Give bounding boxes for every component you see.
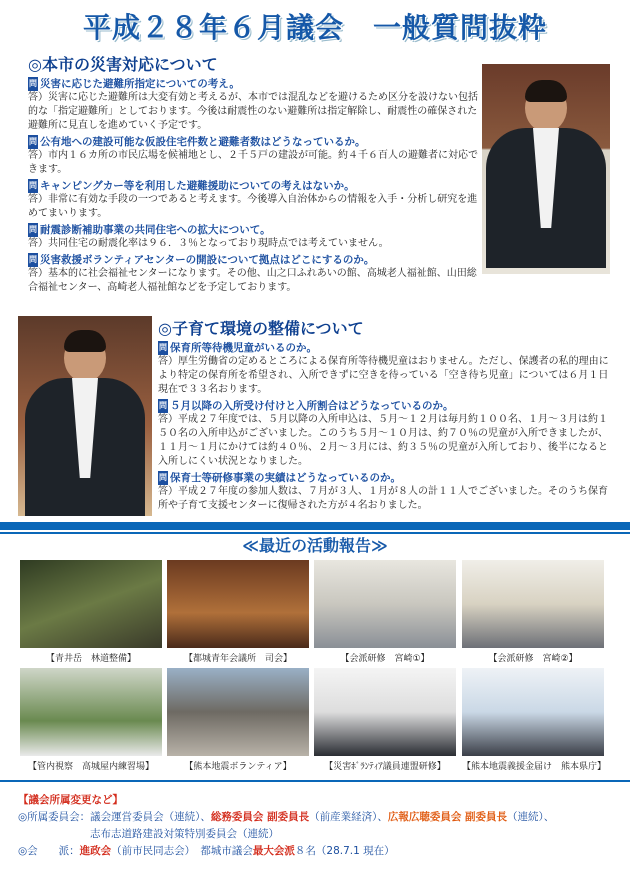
question bbox=[28, 223, 480, 237]
question bbox=[28, 253, 480, 267]
question-mark-icon: 問 bbox=[158, 471, 168, 485]
notes-heading: 【議会所属変更など】 bbox=[18, 794, 123, 806]
section-heading: ◎本市の災害対応について bbox=[28, 55, 218, 74]
activity-caption: 【熊本地震義援金届け 熊本県庁】 bbox=[462, 762, 607, 772]
question bbox=[28, 77, 480, 91]
question bbox=[158, 341, 614, 355]
activity-caption: 【都城青年会議所 司会】 bbox=[183, 654, 292, 664]
question bbox=[158, 399, 614, 413]
question-mark-icon: 問 bbox=[28, 253, 38, 267]
answer-text: 答）市内１６カ所の市民広場を候補地とし、２千５戸の建設が可能。約４千６百人の避難者に対応できます。 bbox=[28, 150, 478, 175]
committee-line-2: 志布志道路建設対策特別委員会（連続） bbox=[90, 828, 279, 840]
activity-caption: 【災害ﾎﾞﾗﾝﾃｨｱ議員連盟研修】 bbox=[324, 762, 446, 772]
question-text: 耐震診断補助事業の共同住宅への拡大について。 bbox=[40, 224, 271, 236]
divider-band bbox=[0, 522, 630, 530]
activity-photo bbox=[167, 560, 309, 648]
question-text: 公有地への建設可能な仮設住宅件数と避難者数はどうなっているか。 bbox=[40, 136, 366, 148]
activity-caption: 【会派研修 宮崎②】 bbox=[488, 654, 578, 664]
question bbox=[28, 179, 480, 193]
question-text: 災害救援ボランティアセンターの開設について拠点はどこにするのか。 bbox=[40, 254, 375, 266]
faction-line: ◎会 派：進政会（前市民同志会） 都城市議会最大会派８名（28.7.1 現在） bbox=[18, 845, 395, 857]
answer-text: 答）非常に有効な手段の一つであると考えます。今後導入自治体からの情報を入手・分析し研究を進めてまいります。 bbox=[28, 194, 478, 219]
answer-text: 答）平成２７年度の参加人数は、７月が３人、１月が８人の計１１人でございました。そのうち保育所や子育て支援センターに復帰された方が４名おりました。 bbox=[158, 486, 608, 511]
page-title: 平成２８年６月議会 一般質問抜粋 bbox=[82, 11, 547, 44]
councillor-photo-2 bbox=[18, 316, 152, 516]
councillor-photo-1 bbox=[482, 64, 610, 274]
question bbox=[158, 471, 614, 485]
question-mark-icon: 問 bbox=[28, 77, 38, 91]
activity-photo bbox=[462, 668, 604, 756]
question-mark-icon: 問 bbox=[28, 179, 38, 193]
activity-caption: 【青井岳 林道整備】 bbox=[45, 654, 136, 664]
activity-photo bbox=[314, 668, 456, 756]
answer-text: 答）基本的に社会福祉センターになります。その他、山之口ふれあいの館、高城老人福祉館、山田総合福祉センター、高崎老人福祉館などを予定しております。 bbox=[28, 268, 477, 293]
activity-photo bbox=[314, 560, 456, 648]
question-mark-icon: 問 bbox=[158, 341, 168, 355]
question-mark-icon: 問 bbox=[158, 399, 168, 413]
question-text: キャンピングカー等を利用した避難援助についての考えはないか。 bbox=[40, 180, 355, 192]
activity-photo bbox=[20, 560, 162, 648]
section-disaster bbox=[28, 52, 480, 295]
section-heading: ◎子育て環境の整備について bbox=[158, 319, 364, 338]
activity-caption: 【会派研修 宮崎①】 bbox=[340, 654, 430, 664]
question bbox=[28, 135, 480, 149]
activity-photo bbox=[167, 668, 309, 756]
qa-list bbox=[28, 77, 480, 295]
activity-caption: 【熊本地震ボランティア】 bbox=[184, 762, 292, 772]
answer-text: 答）平成２７年度では、５月以降の入所申込は、５月～１２月は毎月約１００名、１月～３月は約１５０名の入所申込がございました。このうち５月～１０月は、約７０％の児童が入所できましたが、１１月～１月にかけては約４０％、２月～３月には、約３５％の児童が入所しており、後半になると入所しにくい状況となりました。 bbox=[158, 414, 608, 467]
answer-text: 答）共同住宅の耐震化率は９６．３％となっており現時点では考えていません。 bbox=[28, 238, 389, 249]
section-childcare bbox=[158, 316, 614, 513]
question-mark-icon: 問 bbox=[28, 223, 38, 237]
question-text: 災害に応じた避難所指定についての考え。 bbox=[40, 78, 240, 90]
qa-list bbox=[158, 341, 614, 513]
committee-line: ◎所属委員会：議会運営委員会（連続）、総務委員会 副委員長（前産業経済）、広報広聴委員会 副委員長（連続）、 bbox=[18, 811, 555, 823]
question-mark-icon: 問 bbox=[28, 135, 38, 149]
divider-band-bottom bbox=[0, 780, 630, 782]
activity-heading: ≪最近の活動報告≫ bbox=[242, 536, 388, 555]
question-text: 保育士等研修事業の実績はどうなっているのか。 bbox=[170, 472, 401, 484]
question-text: ５月以降の入所受け付けと入所割合はどうなっているのか。 bbox=[170, 400, 454, 412]
answer-text: 答）厚生労働省の定めるところによる保育所等待機児童はおりません。ただし、保護者の私的理由により特定の保育所を希望され、入所できずに空きを待っている「空き待ち児童」については６月１日現在で３３名おります。 bbox=[158, 356, 609, 395]
question-text: 保育所等待機児童がいるのか。 bbox=[170, 342, 317, 354]
activity-photo bbox=[20, 668, 162, 756]
activity-photo bbox=[462, 560, 604, 648]
answer-text: 答）災害に応じた避難所は大変有効と考えるが、本市では混乱などを避けるため区分を設けない包括的な「指定避難所」としております。今後は耐震性のない避難所は指定解除し、耐震性の確保された避難所に見直しを進めていく予定です。 bbox=[28, 92, 478, 131]
activity-caption: 【管内視察 高城屋内練習場】 bbox=[27, 762, 154, 772]
membership-notes bbox=[18, 792, 618, 860]
